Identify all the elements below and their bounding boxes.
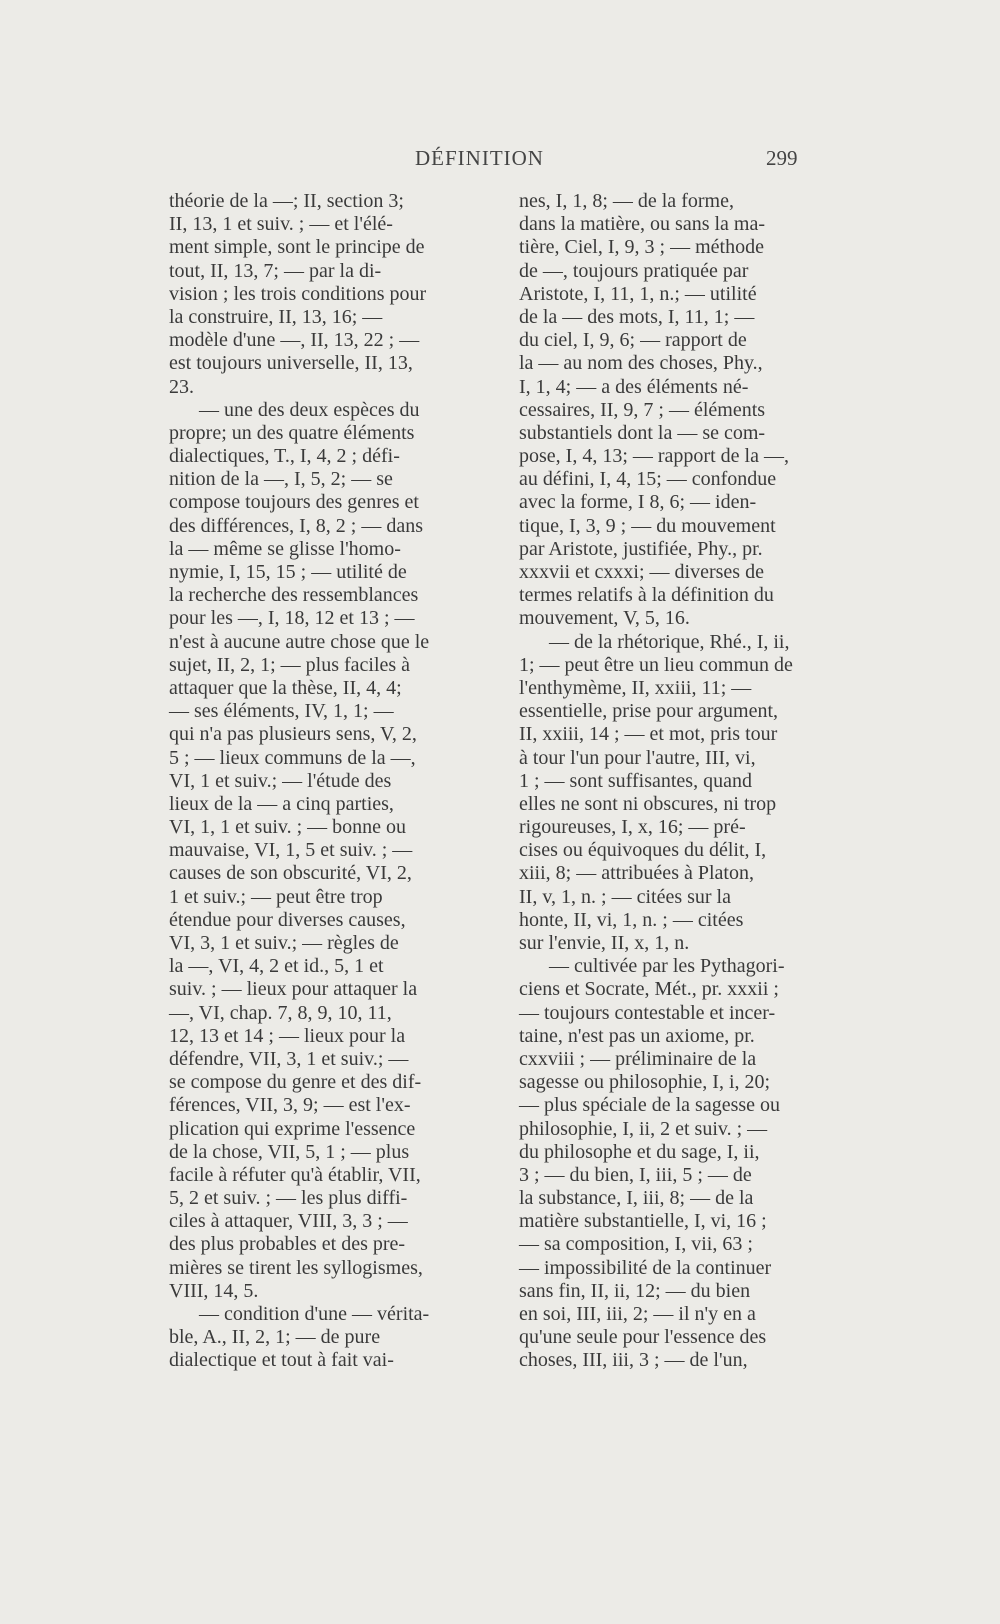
text-line: 3 ; — du bien, I, iii, 5 ; — de bbox=[519, 1163, 752, 1186]
text-line: du philosophe et du sage, I, ii, bbox=[519, 1140, 760, 1163]
text-line: — une des deux espèces du bbox=[199, 398, 420, 421]
text-line: sujet, II, 2, 1; — plus faciles à bbox=[169, 653, 411, 676]
text-line: la substance, I, iii, 8; — de la bbox=[519, 1187, 754, 1210]
text-line: étendue pour diverses causes, bbox=[169, 908, 406, 931]
text-line: cessaires, II, 9, 7 ; — éléments bbox=[519, 398, 766, 421]
text-line: VI, 1 et suiv.; — l'étude des bbox=[169, 769, 392, 792]
right-text-column bbox=[519, 190, 815, 1373]
text-line: du ciel, I, 9, 6; — rapport de bbox=[519, 329, 747, 352]
text-line: sagesse ou philosophie, I, i, 20; bbox=[519, 1071, 771, 1094]
text-line: VI, 1, 1 et suiv. ; — bonne ou bbox=[169, 816, 407, 839]
text-line: VI, 3, 1 et suiv.; — règles de bbox=[169, 932, 399, 954]
text-line: rigoureuses, I, x, 16; — pré- bbox=[519, 816, 746, 839]
text-line: honte, II, vi, 1, n. ; — citées bbox=[519, 908, 744, 931]
text-line: ciens et Socrate, Mét., pr. xxxii ; bbox=[519, 978, 779, 1001]
text-line: — cultivée par les Pythagori- bbox=[549, 955, 785, 978]
text-line: substantiels dont la — se com- bbox=[519, 421, 766, 444]
text-line: 23. bbox=[169, 375, 194, 398]
text-line: — plus spéciale de la sagesse ou bbox=[519, 1094, 781, 1117]
text-line: qu'une seule pour l'essence des bbox=[519, 1326, 767, 1349]
page-number: 299 bbox=[766, 146, 798, 170]
text-line: cises ou équivoques du délit, I, bbox=[519, 839, 767, 862]
text-line: choses, III, iii, 3 ; — de l'un, bbox=[519, 1349, 748, 1372]
text-line: attaquer que la thèse, II, 4, 4; bbox=[169, 676, 402, 699]
text-line: modèle d'une —, II, 13, 22 ; — bbox=[169, 329, 420, 352]
text-line: 1 et suiv.; — peut être trop bbox=[169, 885, 383, 908]
text-line: II, xxiii, 14 ; — et mot, pris tour bbox=[519, 723, 778, 746]
text-line: mières se tirent les syllogismes, bbox=[169, 1256, 423, 1279]
text-line: plication qui exprime l'essence bbox=[169, 1117, 416, 1140]
text-line: mouvement, V, 5, 16. bbox=[519, 607, 690, 630]
text-line: tique, I, 3, 9 ; — du mouvement bbox=[519, 514, 776, 537]
text-line: de —, toujours pratiquée par bbox=[519, 259, 749, 282]
left-text-column bbox=[169, 190, 481, 1373]
text-line: ciles à attaquer, VIII, 3, 3 ; — bbox=[169, 1210, 408, 1233]
text-line: ment simple, sont le principe de bbox=[169, 236, 425, 259]
text-line: VIII, 14, 5. bbox=[169, 1279, 259, 1302]
text-line: tout, II, 13, 7; — par la di- bbox=[169, 259, 382, 282]
text-line: nition de la —, I, 5, 2; — se bbox=[169, 468, 393, 491]
text-line: ble, A., II, 2, 1; — de pure bbox=[169, 1326, 381, 1349]
text-line: dialectique et tout à fait vai- bbox=[169, 1349, 394, 1372]
text-line: sur l'envie, II, x, 1, n. bbox=[519, 932, 690, 954]
text-line: compose toujours des genres et bbox=[169, 491, 419, 514]
text-line: à tour l'un pour l'autre, III, vi, bbox=[519, 746, 756, 769]
text-line: la — au nom des choses, Phy., bbox=[519, 352, 763, 375]
text-line: pour les —, I, 18, 12 et 13 ; — bbox=[169, 607, 415, 630]
text-line: se compose du genre et des dif- bbox=[169, 1071, 422, 1094]
text-line: 5 ; — lieux communs de la —, bbox=[169, 746, 416, 769]
text-line: 12, 13 et 14 ; — lieux pour la bbox=[169, 1024, 406, 1047]
text-line: philosophie, I, ii, 2 et suiv. ; — bbox=[519, 1117, 768, 1140]
text-line: théorie de la —; II, section 3; bbox=[169, 190, 404, 212]
text-line: — sa composition, I, vii, 63 ; bbox=[519, 1233, 753, 1256]
text-line: des différences, I, 8, 2 ; — dans bbox=[169, 514, 424, 537]
text-line: 1; — peut être un lieu commun de bbox=[519, 653, 793, 676]
text-line: nymie, I, 15, 15 ; — utilité de bbox=[169, 561, 407, 583]
text-line: des plus probables et des pre- bbox=[169, 1233, 406, 1256]
text-line: taine, n'est pas un axiome, pr. bbox=[519, 1024, 755, 1047]
text-line: — impossibilité de la continuer bbox=[519, 1256, 772, 1279]
text-line: pose, I, 4, 13; — rapport de la —, bbox=[519, 445, 789, 468]
text-line: matière substantielle, I, vi, 16 ; bbox=[519, 1210, 767, 1233]
text-line: férences, VII, 3, 9; — est l'ex- bbox=[169, 1094, 411, 1117]
text-line: vision ; les trois conditions pour bbox=[169, 282, 427, 305]
text-line: dans la matière, ou sans la ma- bbox=[519, 213, 766, 236]
text-line: au défini, I, 4, 15; — confondue bbox=[519, 468, 777, 491]
text-line: qui n'a pas plusieurs sens, V, 2, bbox=[169, 723, 417, 746]
text-line: causes de son obscurité, VI, 2, bbox=[169, 862, 412, 885]
text-line: l'enthymème, II, xxiii, 11; — bbox=[519, 676, 752, 699]
text-line: la recherche des ressemblances bbox=[169, 584, 419, 607]
text-line: en soi, III, iii, 2; — il n'y en a bbox=[519, 1303, 756, 1325]
text-line: défendre, VII, 3, 1 et suiv.; — bbox=[169, 1047, 409, 1070]
text-line: dialectiques, T., I, 4, 2 ; défi- bbox=[169, 445, 400, 468]
text-line: —, VI, chap. 7, 8, 9, 10, 11, bbox=[169, 1001, 392, 1024]
text-line: la —, VI, 4, 2 et id., 5, 1 et bbox=[169, 955, 384, 978]
running-header bbox=[0, 146, 1000, 176]
text-line: — de la rhétorique, Rhé., I, ii, bbox=[549, 630, 790, 653]
page-title: DÉFINITION bbox=[415, 146, 544, 170]
text-line: est toujours universelle, II, 13, bbox=[169, 352, 413, 375]
text-line: — condition d'une — vérita- bbox=[199, 1303, 430, 1325]
text-line: par Aristote, justifiée, Phy., pr. bbox=[519, 537, 763, 560]
text-line: — toujours contestable et incer- bbox=[519, 1001, 776, 1024]
text-line: II, v, 1, n. ; — citées sur la bbox=[519, 885, 731, 908]
text-line: mauvaise, VI, 1, 5 et suiv. ; — bbox=[169, 839, 413, 862]
text-line: lieux de la — a cinq parties, bbox=[169, 792, 394, 815]
text-line: nes, I, 1, 8; — de la forme, bbox=[519, 190, 734, 212]
text-line: 5, 2 et suiv. ; — les plus diffi- bbox=[169, 1187, 408, 1210]
text-line: termes relatifs à la définition du bbox=[519, 584, 774, 607]
text-line: la construire, II, 13, 16; — bbox=[169, 305, 383, 328]
text-line: I, 1, 4; — a des éléments né- bbox=[519, 375, 749, 398]
text-line: Aristote, I, 11, 1, n.; — utilité bbox=[519, 282, 757, 305]
text-line: sans fin, II, ii, 12; — du bien bbox=[519, 1279, 751, 1302]
text-line: suiv. ; — lieux pour attaquer la bbox=[169, 978, 418, 1001]
text-line: tière, Ciel, I, 9, 3 ; — méthode bbox=[519, 236, 764, 259]
text-line: elles ne sont ni obscures, ni trop bbox=[519, 792, 777, 815]
text-line: xiii, 8; — attribuées à Platon, bbox=[519, 862, 754, 885]
text-line: la — même se glisse l'homo- bbox=[169, 537, 401, 560]
text-line: propre; un des quatre éléments bbox=[169, 421, 415, 444]
text-line: II, 13, 1 et suiv. ; — et l'élé- bbox=[169, 213, 393, 236]
text-line: de la chose, VII, 5, 1 ; — plus bbox=[169, 1140, 410, 1163]
text-line: essentielle, prise pour argument, bbox=[519, 700, 779, 723]
text-line: cxxviii ; — préliminaire de la bbox=[519, 1047, 757, 1070]
text-line: avec la forme, I 8, 6; — iden- bbox=[519, 491, 757, 514]
text-line: n'est à aucune autre chose que le bbox=[169, 630, 430, 653]
text-line: — ses éléments, IV, 1, 1; — bbox=[169, 700, 394, 723]
text-line: de la — des mots, I, 11, 1; — bbox=[519, 305, 755, 328]
text-line: facile à réfuter qu'à établir, VII, bbox=[169, 1163, 421, 1186]
text-line: xxxvii et cxxxi; — diverses de bbox=[519, 561, 764, 583]
text-line: 1 ; — sont suffisantes, quand bbox=[519, 769, 752, 792]
